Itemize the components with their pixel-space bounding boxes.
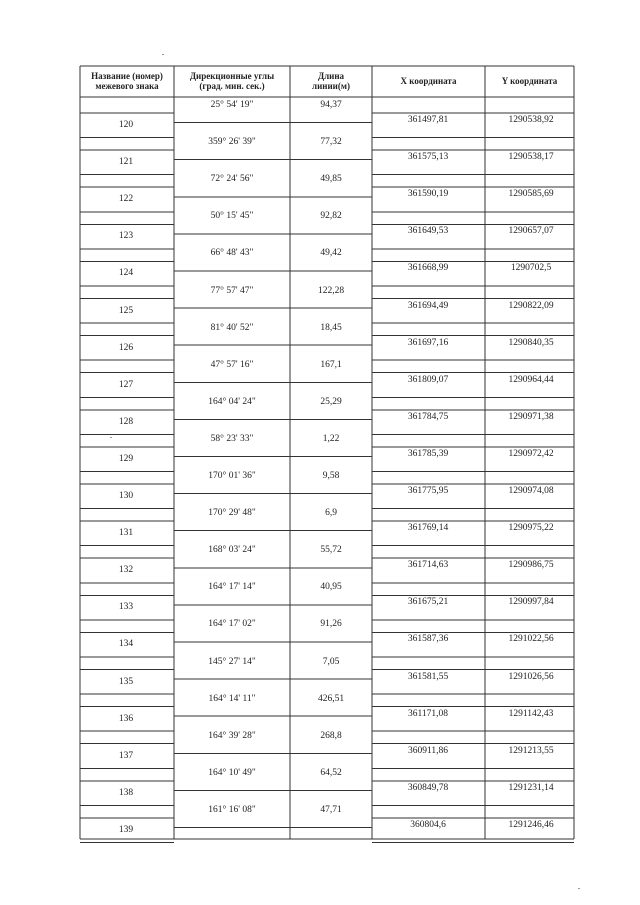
cell-x-coordinate: 361575,13 xyxy=(407,152,449,163)
cell-y-coordinate: 1290538,17 xyxy=(508,152,554,163)
cell-x-coordinate: 361649,53 xyxy=(407,226,449,237)
header-angle-line1: Дирекционные углы xyxy=(189,71,275,81)
cell-direction-angle: 50° 15' 45" xyxy=(210,211,254,222)
cell-y-coordinate: 1290972,42 xyxy=(508,448,554,459)
cell-line-length: 167,1 xyxy=(320,359,342,370)
cell-x-coordinate: 361784,75 xyxy=(407,411,449,422)
cell-direction-angle: 170° 29' 48" xyxy=(208,508,256,519)
cell-direction-angle: 145° 27' 14" xyxy=(208,656,256,667)
cell-y-coordinate: 1290974,08 xyxy=(508,486,554,496)
header-length-line2: линии(м) xyxy=(312,81,350,91)
cell-point-number: 135 xyxy=(118,676,134,687)
cell-line-length: 25,29 xyxy=(320,396,342,407)
header-length-line1: Длина xyxy=(317,71,345,81)
cell-y-coordinate: 1290964,44 xyxy=(508,374,554,385)
cell-x-coordinate: 361785,39 xyxy=(407,448,449,459)
coordinates-table xyxy=(80,66,574,839)
cell-x-coordinate: 361697,16 xyxy=(407,337,449,348)
cell-y-coordinate: 1290657,07 xyxy=(508,226,554,237)
cell-x-coordinate: 361775,95 xyxy=(407,486,449,496)
scan-speck xyxy=(110,437,112,438)
cell-line-length: 268,8 xyxy=(320,730,342,741)
cell-line-length: 426,51 xyxy=(317,693,345,704)
cell-point-number: 122 xyxy=(118,194,134,205)
cell-line-length: 64,52 xyxy=(320,767,342,778)
cell-point-number: 129 xyxy=(118,453,134,464)
cell-y-coordinate: 1290538,92 xyxy=(508,115,554,125)
cell-x-coordinate: 360911,86 xyxy=(407,745,449,756)
cell-direction-angle: 164° 17' 02" xyxy=(208,619,256,630)
cell-point-number: 125 xyxy=(118,305,134,316)
cell-direction-angle: 66° 48' 43" xyxy=(210,248,254,259)
cell-line-length: 91,26 xyxy=(320,619,342,630)
cell-line-length: 94,37 xyxy=(320,100,342,110)
cell-direction-angle: 359° 26' 39" xyxy=(208,137,256,148)
cell-y-coordinate: 1290986,75 xyxy=(508,560,554,571)
cell-y-coordinate: 1290585,69 xyxy=(508,189,554,200)
cell-line-length: 1,22 xyxy=(322,433,340,444)
cell-direction-angle: 25° 54' 19" xyxy=(210,100,254,110)
cell-direction-angle: 161° 16' 08" xyxy=(208,804,256,815)
cell-line-length: 49,85 xyxy=(320,174,342,185)
cell-line-length: 18,45 xyxy=(320,322,342,333)
header-name-line1: Название (номер) xyxy=(91,71,163,81)
cell-direction-angle: 164° 10' 49" xyxy=(208,767,256,778)
cell-x-coordinate: 360804,6 xyxy=(410,819,446,830)
cell-direction-angle: 164° 17' 14" xyxy=(208,582,256,593)
cell-y-coordinate: 1290840,35 xyxy=(508,337,554,348)
cell-line-length: 77,32 xyxy=(320,137,342,148)
header-x: X координата xyxy=(400,76,457,86)
cell-x-coordinate: 361497,81 xyxy=(407,115,449,125)
cell-point-number: 126 xyxy=(118,342,134,353)
header-length xyxy=(290,71,372,91)
cell-x-coordinate: 361668,99 xyxy=(407,263,449,274)
cell-point-number: 128 xyxy=(118,416,134,427)
cell-x-coordinate: 360849,78 xyxy=(407,782,449,793)
cell-point-number: 138 xyxy=(118,787,134,798)
cell-y-coordinate: 1290975,22 xyxy=(508,523,554,534)
scan-speck xyxy=(162,54,164,55)
cell-point-number: 139 xyxy=(118,824,134,835)
cell-direction-angle: 168° 03' 24" xyxy=(208,545,256,556)
cell-x-coordinate: 361581,55 xyxy=(407,671,449,682)
cell-direction-angle: 164° 14' 11" xyxy=(208,693,256,704)
header-angle-line2: (град. мин. сек.) xyxy=(199,81,265,91)
header-name xyxy=(80,71,174,91)
cell-line-length: 92,82 xyxy=(320,211,342,222)
cell-line-length: 6,9 xyxy=(325,508,337,519)
cell-x-coordinate: 361171,08 xyxy=(407,708,449,719)
cell-line-length: 122,28 xyxy=(317,285,345,296)
cell-point-number: 137 xyxy=(118,750,134,761)
cell-direction-angle: 81° 40' 52" xyxy=(210,322,254,333)
scan-speck xyxy=(578,888,580,889)
header-y: Y координата xyxy=(501,76,558,86)
cell-point-number: 132 xyxy=(118,565,134,576)
cell-y-coordinate: 1291026,56 xyxy=(508,671,554,682)
cell-x-coordinate: 361675,21 xyxy=(407,597,449,608)
cell-line-length: 9,58 xyxy=(322,471,340,481)
cell-point-number: 120 xyxy=(118,120,134,130)
cell-direction-angle: 77° 57' 47" xyxy=(210,285,254,296)
cell-line-length: 40,95 xyxy=(320,582,342,593)
cell-y-coordinate: 1291142,43 xyxy=(508,708,554,719)
cell-point-number: 124 xyxy=(118,268,134,279)
cell-x-coordinate: 361769,14 xyxy=(407,523,449,534)
cell-line-length: 49,42 xyxy=(320,248,342,259)
cell-direction-angle: 58° 23' 33" xyxy=(210,433,254,444)
cell-x-coordinate: 361809,07 xyxy=(407,374,449,385)
cell-direction-angle: 164° 39' 28" xyxy=(208,730,256,741)
cell-point-number: 130 xyxy=(118,491,134,501)
cell-x-coordinate: 361590,19 xyxy=(407,189,449,200)
cell-y-coordinate: 1290702,5 xyxy=(510,263,552,274)
header-name-line2: межевого знака xyxy=(95,81,159,91)
cell-y-coordinate: 1291022,56 xyxy=(508,634,554,645)
cell-line-length: 7,05 xyxy=(322,656,340,667)
cell-x-coordinate: 361694,49 xyxy=(407,300,449,311)
cell-y-coordinate: 1291246,46 xyxy=(508,819,554,830)
cell-x-coordinate: 361714,63 xyxy=(407,560,449,571)
cell-point-number: 136 xyxy=(118,713,134,724)
cell-y-coordinate: 1290971,38 xyxy=(508,411,554,422)
cell-direction-angle: 72° 24' 56" xyxy=(210,174,254,185)
cell-point-number: 127 xyxy=(118,379,134,390)
cell-direction-angle: 164° 04' 24" xyxy=(208,396,256,407)
cell-direction-angle: 47° 57' 16" xyxy=(210,359,254,370)
cell-point-number: 131 xyxy=(118,528,134,539)
cell-x-coordinate: 361587,36 xyxy=(407,634,449,645)
cell-y-coordinate: 1290997,84 xyxy=(508,597,554,608)
cell-y-coordinate: 1291213,55 xyxy=(508,745,554,756)
cell-point-number: 134 xyxy=(118,639,134,650)
cell-point-number: 133 xyxy=(118,602,134,613)
cell-y-coordinate: 1290822,09 xyxy=(508,300,554,311)
cell-y-coordinate: 1291231,14 xyxy=(508,782,554,793)
cell-point-number: 121 xyxy=(118,157,134,168)
cell-line-length: 47,71 xyxy=(320,804,342,815)
cell-line-length: 55,72 xyxy=(320,545,342,556)
cell-direction-angle: 170° 01' 36" xyxy=(208,471,256,481)
header-angle xyxy=(174,71,290,91)
cell-point-number: 123 xyxy=(118,231,134,242)
